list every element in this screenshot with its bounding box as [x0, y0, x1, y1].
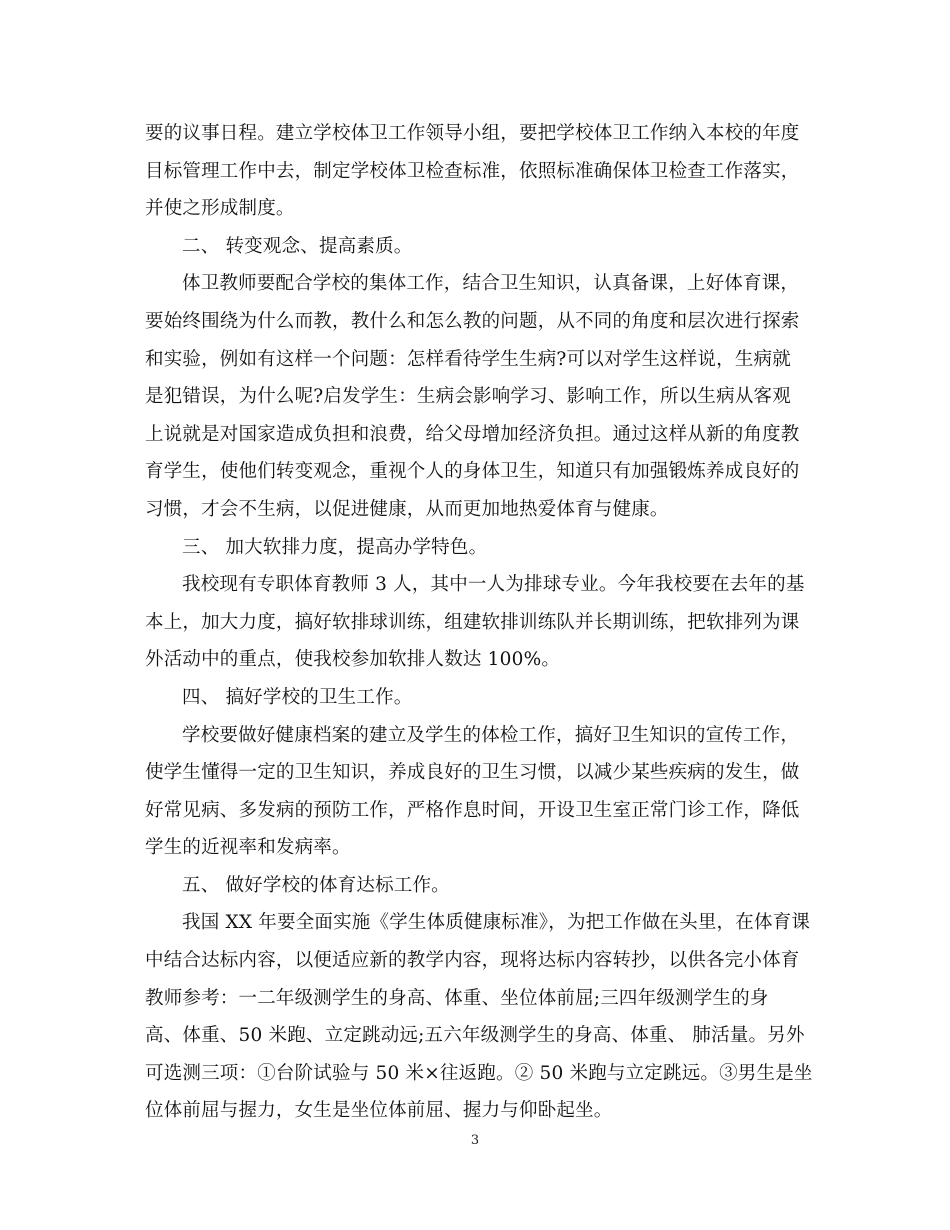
paragraph-section-4: 学校要做好健康档案的建立及学生的体检工作，搞好卫生知识的宣传工作， 使学生懂得一定的卫生知识，养成良好的卫生习惯，以减少某些疾病的发生，做 好常见病、多发病的预防工作，严格作息时间，开设卫生室正常门诊工作，降低 学生的近视率和发病率。 [145, 724, 800, 859]
paragraph-section-2: 体卫教师要配合学校的集体工作，结合卫生知识，认真备课，上好体育课， 要始终围绕为什么而教，教什么和怎么教的问题，从不同的角度和层次进行探索 和实验，例如有这样一个问题：怎样看待学生生病?可以对学生这样说，生病就 是犯错误，为什么呢?启发学生：生病会影响学习、影响工作，所以生病从客观 上说就是对国家造成负担和浪费，给父母增加经济负担。通过这样从新的角度教 育学生，使他们转变观念，重视个人的身体卫生，知道只有加强锻炼养成良好的 习惯，才会不生病，以促进健康，从而更加地热爱体育与健康。 [145, 273, 800, 520]
section-heading-4: 四、 搞好学校的卫生工作。 [182, 686, 413, 708]
paragraph-continuation: 要的议事日程。建立学校体卫工作领导小组，要把学校体卫工作纳入本校的年度 目标管理工作中去，制定学校体卫检查标准，依照标准确保体卫检查工作落实， 并使之形成制度。 [145, 123, 800, 220]
section-heading-3: 三、 加大软排力度，提高办学特色。 [182, 536, 488, 558]
section-heading-5: 五、 做好学校的体育达标工作。 [182, 874, 450, 896]
section-heading-2: 二、 转变观念、提高素质。 [182, 235, 413, 257]
paragraph-section-3: 我校现有专职体育教师 3 人，其中一人为排球专业。今年我校要在去年的基 本上，加大力度，搞好软排球训练，组建软排训练队并长期训练，把软排列为课 外活动中的重点，使我校参加软排人数达 100%。 [145, 574, 805, 671]
paragraph-section-5: 我国 XX 年要全面实施《学生体质健康标准》，为把工作做在头里，在体育课 中结合达标内容，以便适应新的教学内容，现将达标内容转抄，以供各完小体育 教师参考：一二年级测学生的身高、体重、坐位体前屈;三四年级测学生的身 高、体重、50 米跑、立定跳动远;五六年级测学生的身高、体重、 肺活量。另外 可选测三项：①台阶试验与 50 米×往返跑。② 50 米跑与立定跳远。③男生是坐 位体前屈与握力，女生是坐位体前屈、握力与仰卧起坐。 [145, 912, 813, 1122]
page-number: 3 [470, 1133, 480, 1148]
document-body [145, 115, 813, 1130]
